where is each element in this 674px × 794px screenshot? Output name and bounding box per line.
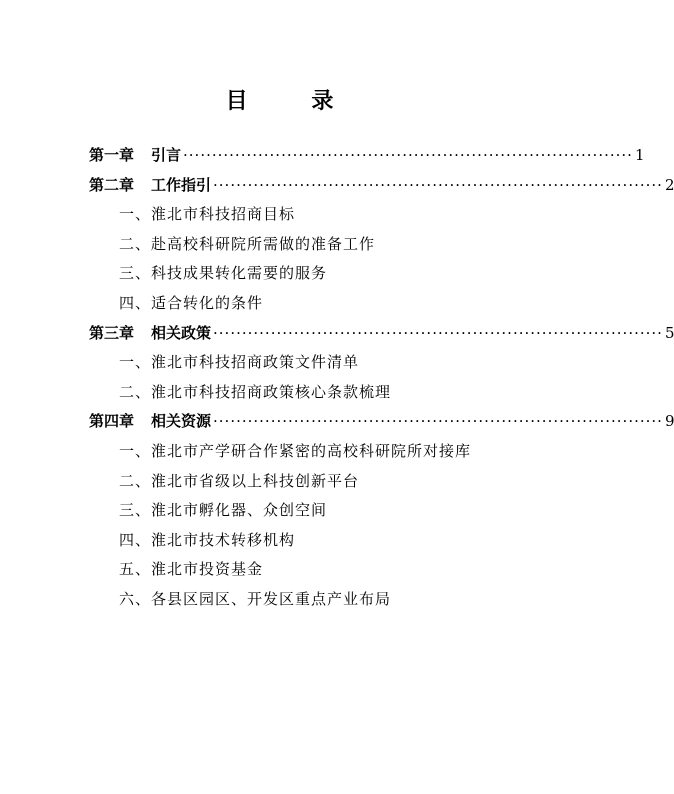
toc-section-4-6[interactable]: 六、各县区园区、开发区重点产业布局: [119, 589, 392, 608]
page-number: 1: [634, 146, 645, 164]
toc-section-4-5[interactable]: 五、淮北市投资基金: [119, 560, 264, 579]
chapter-number: 第二章: [89, 175, 135, 194]
toc-section-2-4[interactable]: 四、适合转化的条件: [119, 293, 264, 312]
chapter-title: 相关政策: [151, 323, 212, 342]
leader-dots: ··············································································: [213, 175, 663, 194]
page-number: 5: [664, 323, 674, 342]
leader-dots: ··············································································: [213, 412, 663, 431]
toc-section-4-4[interactable]: 四、淮北市技术转移机构: [119, 530, 296, 549]
toc-section-3-2[interactable]: 二、淮北市科技招商政策核心条款梳理: [119, 382, 392, 401]
table-of-contents: [0, 141, 674, 615]
toc-chapter-3[interactable]: [0, 319, 674, 349]
toc-section-4-2[interactable]: 二、淮北市省级以上科技创新平台: [119, 471, 360, 490]
chapter-title: 引言: [151, 146, 182, 164]
toc-title: 目 录: [225, 88, 362, 114]
toc-section-4-3[interactable]: 三、淮北市孵化器、众创空间: [119, 501, 328, 520]
toc-section-4-1[interactable]: 一、淮北市产学研合作紧密的高校科研院所对接库: [119, 441, 472, 460]
chapter-number: 第三章: [89, 323, 135, 342]
toc-section-3-1[interactable]: 一、淮北市科技招商政策文件清单: [119, 353, 360, 372]
chapter-title: 相关资源: [151, 412, 212, 431]
toc-section-2-3[interactable]: 三、科技成果转化需要的服务: [119, 264, 328, 283]
toc-chapter-4[interactable]: [0, 407, 674, 437]
chapter-number: 第一章: [89, 146, 135, 164]
chapter-number: 第四章: [89, 412, 135, 431]
toc-chapter-1[interactable]: [0, 141, 645, 171]
leader-dots: ··············································································: [183, 146, 633, 164]
toc-section-2-2[interactable]: 二、赴高校科研院所需做的准备工作: [119, 234, 376, 253]
page-number: 2: [664, 175, 674, 194]
chapter-title: 工作指引: [151, 175, 212, 194]
toc-section-2-1[interactable]: 一、淮北市科技招商目标: [119, 205, 296, 224]
leader-dots: ··············································································: [213, 323, 663, 342]
page-number: 9: [664, 412, 674, 431]
toc-chapter-2[interactable]: [0, 171, 674, 201]
